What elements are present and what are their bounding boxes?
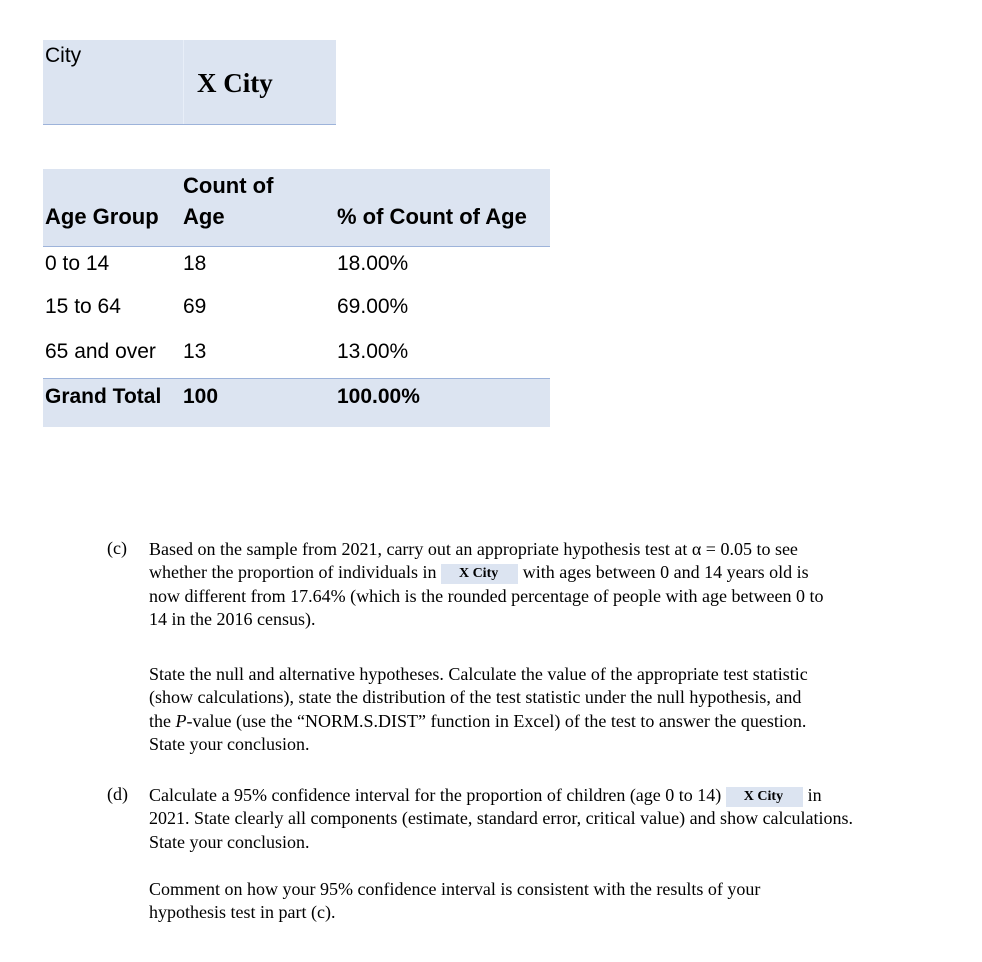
question-c-line: State your conclusion.: [149, 733, 310, 754]
text-fragment: Calculate a 95% confidence interval for the proportion of children (age 0 to 14): [149, 785, 722, 805]
question-c-line: (show calculations), state the distribution of the test statistic under the null hypothesis, and: [149, 687, 802, 708]
text-fragment: in: [807, 785, 822, 805]
question-c-line: now different from 17.64% (which is the rounded percentage of people with age between 0 to: [149, 585, 824, 606]
row-percent: 13.00%: [337, 340, 409, 363]
text-fragment: with ages between 0 and 14 years old is: [522, 562, 809, 583]
question-d-line: State your conclusion.: [149, 831, 310, 852]
question-c-line: State the null and alternative hypotheses. Calculate the value of the appropriate test statistic: [149, 664, 808, 684]
city-chip: X City: [441, 564, 518, 584]
header-count-line1: Count of: [183, 173, 274, 198]
question-d-line: hypothesis test in part (c).: [149, 902, 336, 923]
row-group: 15 to 64: [45, 295, 121, 318]
filter-value: X City: [197, 68, 273, 98]
header-count-line2: Age: [183, 204, 225, 229]
question-c-line: Based on the sample from 2021, carry out an appropriate hypothesis test at α = 0.05 to see: [149, 539, 798, 559]
question-d-paragraph-2: [149, 878, 949, 925]
row-percent: 18.00%: [337, 252, 409, 275]
total-percent: 100.00%: [337, 385, 420, 408]
filter-value-cell[interactable]: [183, 40, 337, 124]
italic-p: P: [175, 710, 187, 731]
row-percent: 69.00%: [337, 295, 409, 318]
text-fragment: whether the proportion of individuals in: [149, 562, 437, 583]
question-d-line: Comment on how your 95% confidence interval is consistent with the results of your: [149, 879, 761, 899]
question-d-line: [149, 784, 949, 807]
total-label: Grand Total: [45, 385, 162, 408]
filter-label: City: [45, 44, 82, 67]
question-d-paragraph-1: [149, 784, 949, 854]
question-d-line: 2021. State clearly all components (estimate, standard error, critical value) and show calculations.: [149, 808, 854, 829]
header-age-group: Age Group: [45, 204, 159, 229]
pivot-filter: [43, 40, 336, 125]
question-c-line: 14 in the 2016 census).: [149, 608, 316, 629]
question-c-paragraph-2: [149, 663, 949, 756]
pivot-table: [43, 169, 550, 426]
question-c-label: (c): [107, 538, 127, 558]
question-d-label: (d): [107, 784, 128, 804]
text-fragment: -value (use the “NORM.S.DIST” function in Excel) of the test to answer the question.: [186, 710, 807, 731]
row-group: 0 to 14: [45, 252, 110, 275]
city-chip: X City: [726, 787, 803, 807]
row-group: 65 and over: [45, 340, 156, 363]
header-percent: % of Count of Age: [337, 204, 527, 229]
row-count: 18: [183, 252, 207, 275]
row-count: 69: [183, 295, 207, 318]
text-fragment: the: [149, 710, 171, 731]
total-count: 100: [183, 385, 219, 408]
row-count: 13: [183, 340, 207, 363]
question-c-line: [149, 710, 949, 733]
question-c-paragraph-1: [149, 538, 949, 631]
question-c-line: [149, 561, 949, 584]
